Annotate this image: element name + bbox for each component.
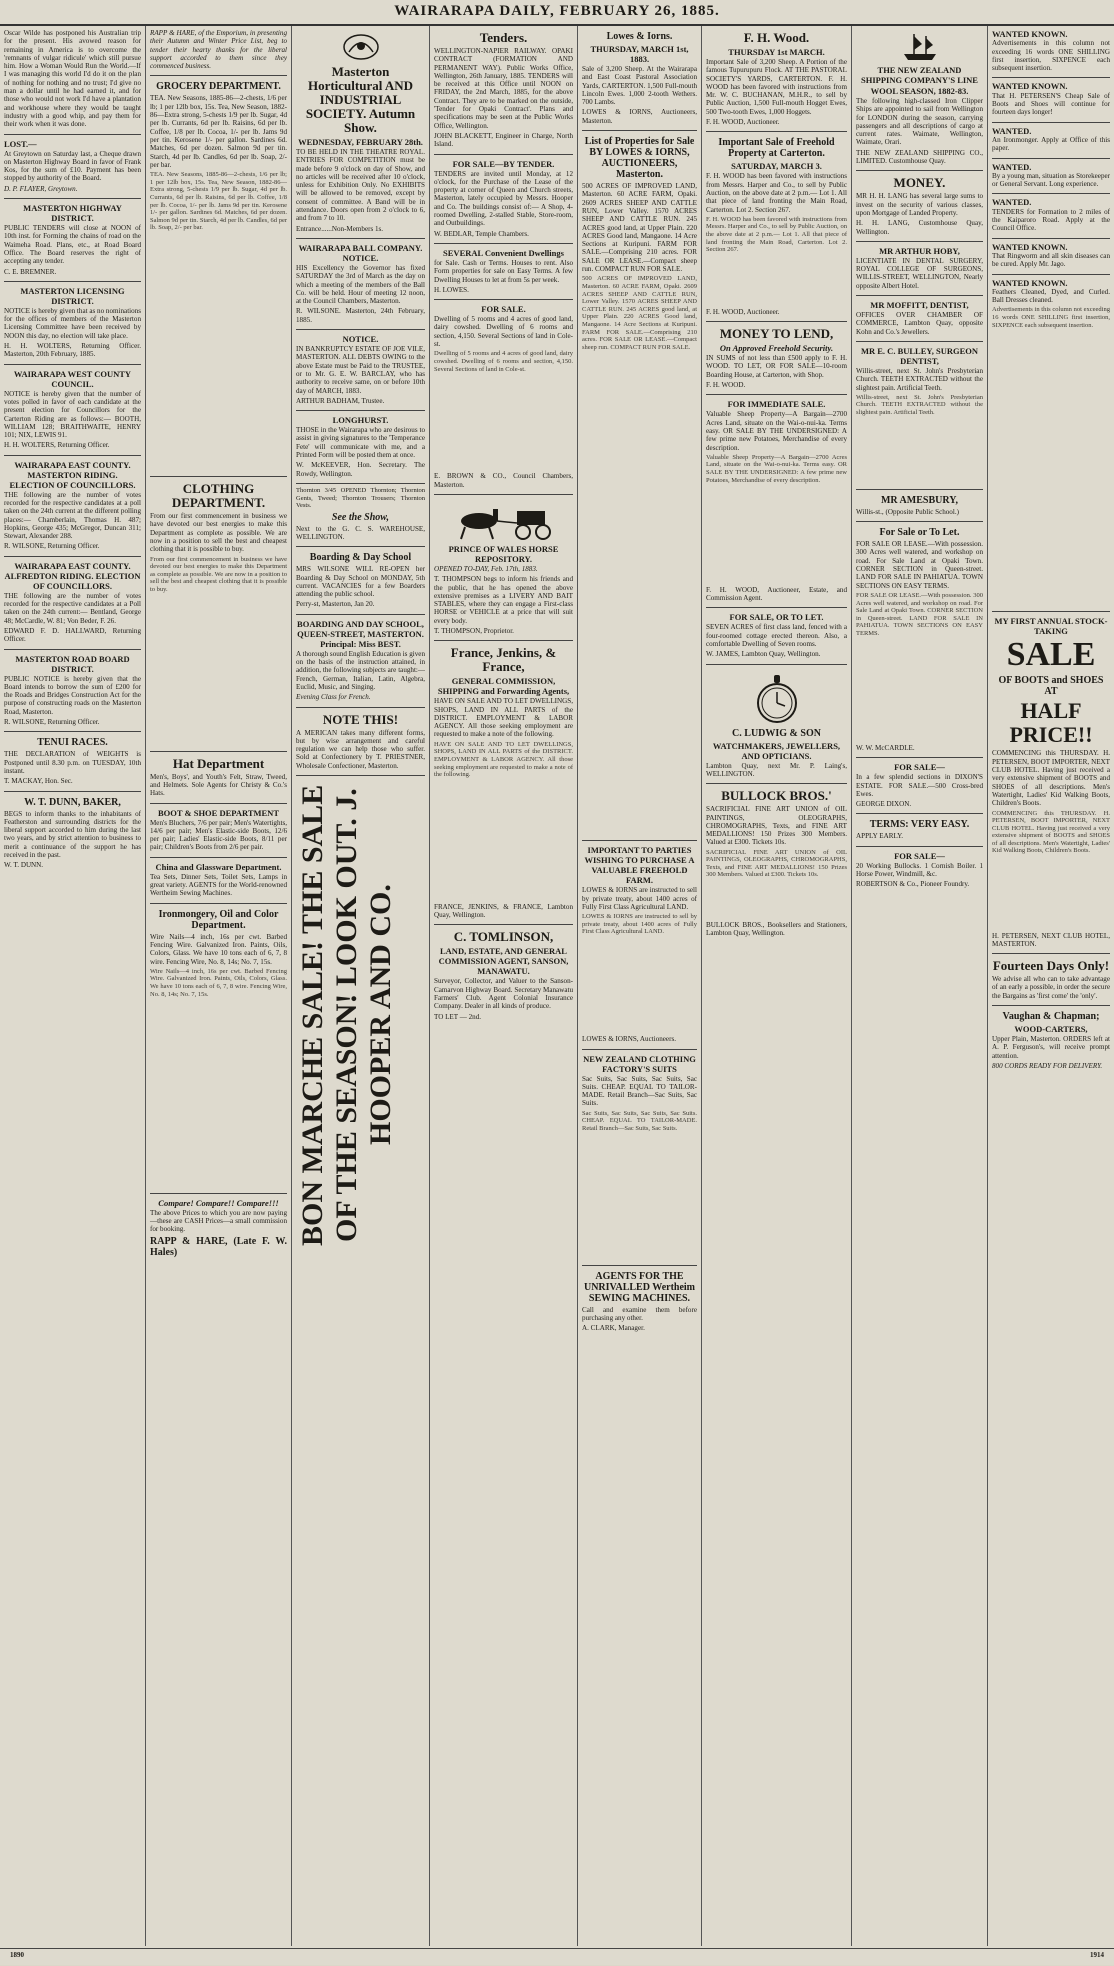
ad-trousers xyxy=(296,484,425,547)
boot-heading: BOOT & SHOE DEPARTMENT xyxy=(157,807,279,818)
terms-text: APPLY EARLY. xyxy=(856,832,904,841)
wertheim-text: Call and examine them before purchasing any other. xyxy=(582,1305,697,1323)
bor-sign: W. JAMES, Lambton Quay, Wellington. xyxy=(706,650,821,659)
ad-wanted-1 xyxy=(992,26,1110,78)
column-3 xyxy=(292,26,430,1946)
bank-text: IN BANKRUPTCY ESTATE OF JOE VILE, MASTERTON. ALL DEBTS OWING to the above Estate must be Paid to the TRUSTEE, or to Mr. G. E. W. BARCLAY, who has authority to receive same, on or before 10th day of MARCH, 1883. xyxy=(296,345,425,395)
wood-date: THURSDAY 1st MARCH. xyxy=(728,47,825,57)
lowes-text: Sale of 3,200 Sheep. At the Wairarapa and East Coast Pastoral Association Yards, CARTERTON. 1,500 Full-mouth Lincoln Ewes. 1,000 2-tooth Wethers. 700 Lambs. xyxy=(582,65,697,107)
bor-text: SEVEN ACRES of first class land, fenced with a four-roomed cottage erected thereon. Also, a comfortable Dwelling of Seven rooms. xyxy=(706,623,847,649)
ad-bon-marche xyxy=(296,776,425,1250)
ad-france-jenkins xyxy=(434,641,573,925)
lost-sign: D. P. FLAYER, Greytown. xyxy=(4,184,78,193)
important-sign: LOWES & IORNS, Auctioneers. xyxy=(582,1035,676,1044)
wertheim-sign: A. CLARK, Manager. xyxy=(582,1324,645,1333)
iron-text: Wire Nails—4 inch, 16s per cwt. Barbed Fencing Wire. Galvanized Iron. Paints, Oils, Colors, Glass. We have 10 tons each of 6, 7, 8 wire. Fencing Wire, No. 8, 14s; No. 7, 15s. xyxy=(150,932,287,966)
wanted1-heading: WANTED KNOWN. xyxy=(992,29,1068,39)
ad-money-to-lend xyxy=(706,322,847,395)
footer-right-number: 1914 xyxy=(1090,1951,1104,1959)
wanted3-text: An Ironmonger. Apply at Office of this paper. xyxy=(992,135,1110,153)
wanted1-text: Advertisements in this column not exceeding 16 words ONE SHILLING first insertion, SIXPENCE each subsequent insertion. xyxy=(992,39,1110,73)
ad-ball-company xyxy=(296,239,425,330)
hoby-text: LICENTIATE IN DENTAL SURGERY, ROYAL COLLEGE OF SURGEONS, WILLIS-STREET, WELLINGTON, Nearly opposite Albert Hotel. xyxy=(856,256,983,290)
footer-left-number: 1890 xyxy=(10,1951,24,1959)
ad-clothing-suits xyxy=(582,1050,697,1266)
forsalelet-sign: W. W. McCARDLE. xyxy=(856,743,915,752)
ad-clothing xyxy=(150,477,287,751)
hotel-sign: W. BEDLAR, Temple Chambers. xyxy=(434,229,529,238)
wec1-heading: WAIRARAPA EAST COUNTY. MASTERTON RIDING. ELECTION OF COUNCILLORS. xyxy=(9,459,136,490)
stoat-heading: FOR SALE— xyxy=(894,850,945,861)
ad-terms xyxy=(856,814,983,846)
ad-important-farm xyxy=(582,841,697,1049)
column-7 xyxy=(852,26,988,1946)
grocery-price-list: TEA. New Seasons, 1885-86—2-chests, 1/6 per lb; 1 per 12lb box, 15s. Tea, New Season, 1882-86—Extra strong, 5-chests 1/9 per lb. Sugar, 4d per lb. Currants, 6d per lb. Raisins, 6d per lb. Coffee, 1/8 per lb. Cocoa, 1/- per lb. Jams 9d per tin. Kerosene 1/- per gallon. Sardines 6d. Matches, 6d per dozen. Salmon 9d per tin. Starch, 4d per lb. Candles, 6d per lb. Soap, 2/- per bar. xyxy=(150,171,287,232)
wanted2-text: That H. PETERSEN'S Cheap Sale of Boots and Shoes will continue for fourteen days longer! xyxy=(992,91,1110,117)
ad-for-sale-brown xyxy=(434,300,573,495)
mhb-sign: C. E. BREMNER. xyxy=(4,267,57,276)
dunn-heading: W. T. DUNN, BAKER, xyxy=(24,796,121,808)
moneyl-sign: H. H. LANG, Customhouse Quay, Wellington. xyxy=(856,219,983,236)
bon-marche-banner: BON MARCHE SALE! THE SALE OF THE SEASON! LOOK OUT. J. HOOPER AND CO. xyxy=(296,784,397,1246)
swamp-sign: GEORGE DIXON. xyxy=(856,800,912,809)
hat-heading: Hat Department xyxy=(172,755,265,771)
ad-wanted-2 xyxy=(992,78,1110,122)
money-text: IN SUMS of not less than £500 apply to F. H. WOOD. TO LET, OR FOR SALE—10-room Boarding House, at Carterton, with Shop. xyxy=(706,354,847,379)
dunn-text: BEGS to inform thanks to the inhabitants of Featherston and surrounding districts for the liberal support accorded to him during the last two years, and by strict attention to business to merit a continuance of the support he has received in the past. xyxy=(4,809,141,859)
ad-bankruptcy xyxy=(296,330,425,411)
ad-tomlinson xyxy=(434,925,573,1025)
wanted5-heading: WANTED. xyxy=(992,197,1032,208)
swamp-text: In a few splendid sections in DIXON'S ESTATE. FOR SALE.—500 Cross-bred Ewes. xyxy=(856,773,983,798)
swamp-heading: FOR SALE— xyxy=(894,762,945,773)
freehold-text: F. H. WOOD has been favored with instructions from Messrs. Harper and Co., to sell by Public Auction, on the above date at 2 p.m.— Lot 1. All that piece of land fronting the Main Road, Carterton. Lot 2. Section 267. xyxy=(706,172,847,214)
wanted3-heading: WANTED. xyxy=(992,125,1032,136)
ad-sale-or-let xyxy=(706,608,847,664)
wanted4-text: By a young man, situation as Storekeeper or General Servant. Long experience. xyxy=(992,171,1111,189)
bullock-body: SACRIFICIAL FINE ART UNION of OIL PAINTINGS, OLEOGRAPHS, CHROMOGRAPHS, Texts, and FINE ART MEDALLIONS! 150 Prizes 300 Members. Valued at £300. Tickets 10s. xyxy=(706,848,847,879)
ad-wanted-5 xyxy=(992,194,1110,238)
grocery-heading: GROCERY DEPARTMENT. xyxy=(156,81,281,93)
wanted4-heading: WANTED. xyxy=(992,161,1032,172)
lowes-date: THURSDAY, MARCH 1st, 1883. xyxy=(590,44,689,64)
long-text: THOSE in the Wairarapa who are desirous to assist in giving signatures to the 'Temperance Fete' will communicate with me, and a Printed Form will be posted them at once. xyxy=(296,426,425,460)
hotel-text: TENDERS are invited until Monday, at 12 o'clock, for the Purchase of the Lease of the property at corner of Queen and Church streets, Masterton, lately occupied by Messrs. Hooper and Co. The buildings consist of:— A Shop, 4-roomed Dwelling, 2-stalled Stable, Store-room, and Outbuildings. xyxy=(434,169,573,228)
immediate-text: Valuable Sheep Property—A Bargain—2700 Acres Land, situate on the Wai-o-nui-ka. Terms easy. OR SALE BY THE UNDERSIGNED: A few prime new Potatoes, Merchandise of every description. xyxy=(706,410,847,452)
tenui-sign: T. MACKAY, Hon. Sec. xyxy=(4,777,73,786)
mrb-heading: MASTERTON ROAD BOARD DISTRICT. xyxy=(15,653,130,674)
suits-body: Sac Suits, Sac Suits, Sac Suits, Sac Suits. CHEAP. EQUAL TO TAILOR-MADE. Retail Branch—Sac Suits, Sac Suits. xyxy=(582,1109,697,1132)
mhb-heading: MASTERTON HIGHWAY DISTRICT. xyxy=(23,203,122,224)
ad-wanted-4 xyxy=(992,159,1110,195)
ad-longhurst xyxy=(296,411,425,484)
france-sign: FRANCE, JENKINS, & FRANCE, Lambton Quay, Wellington. xyxy=(434,902,573,920)
hort-sign: Entrance......Non-Members 1s. xyxy=(296,224,384,233)
best-sign: Evening Class for French. xyxy=(296,693,371,702)
wilson-heading: Boarding & Day School xyxy=(309,552,412,564)
ad-compare xyxy=(150,1194,287,1263)
moffitt-heading: MR MOFFITT, DENTIST, xyxy=(870,300,969,311)
lost-text: At Greytown on Saturday last, a Cheque drawn on Masterton Highway Board in favor of Frank Kos, for the sum of £10. Payment has been stopped by authority of the Board. xyxy=(4,149,141,183)
column-2 xyxy=(146,26,292,1946)
hort-date: WEDNESDAY, FEBRUARY 28th. xyxy=(298,137,423,147)
ad-ludwig xyxy=(706,665,847,785)
ad-properties-list xyxy=(582,131,697,841)
ad-highway-district xyxy=(4,199,141,282)
iron-heading: Ironmongery, Oil and Color Department. xyxy=(158,908,279,931)
boot-text: Men's Bluchers, 7/6 per pair; Men's Watertights, 14/6 per pair; Men's Elastic-side Boots, 12/6 per pair; Ladies' Elastic-side Boots, 8/11 per pair; Children's Boots from 2/6 per pair. xyxy=(150,818,288,852)
mld-sign: H. H. WOLTERS, Returning Officer. Masterton, 20th February, 1885. xyxy=(4,342,141,359)
ad-lowes-sheep xyxy=(582,26,697,131)
ad-lost-cheque xyxy=(4,135,141,199)
ad-tenui-races xyxy=(4,732,141,791)
masthead-title: WAIRARAPA DAILY, FEBRUARY 26, 1885. xyxy=(394,3,720,19)
vaughan-text: Upper Plain, Masterton. ORDERS left at A. P. Ferguson's, will receive prompt attention. xyxy=(992,1034,1110,1060)
clothing-text: From our first commencement in business we have devoted our best energies to make this Department as complete as possible. We are now in a position to sell the best and cheapest clothing that it is possible to buy. xyxy=(150,512,287,554)
nzsc-sub: WOOL SEASON, 1882-83. xyxy=(870,86,969,96)
bank-sign: ARTHUR BADHAM, Trustee. xyxy=(296,396,385,405)
bullock-sign: BULLOCK BROS., Booksellers and Stationers, Lambton Quay, Wellington. xyxy=(706,920,847,937)
ad-bulley-dentist xyxy=(856,342,983,490)
ad-petersen-sale xyxy=(992,612,1110,954)
ad-hat-dept xyxy=(150,752,287,804)
wec1-sign: R. WILSONE, Returning Officer. xyxy=(4,542,100,551)
wood-text: Important Sale of 3,200 Sheep. A Portion of the famous Tupurupuru Flock. AT THE PASTORAL SOCIETY'S YARDS, CARTERTON. F. H. WOOD has been favored with instructions from Mr. W. C. BUCHANAN, M.H.R., to sell by Public Auction, 1,500 Full-mouth Hogget Ewes, 500 Two-tooth Ewes, 1,000 Hoggets. xyxy=(706,58,847,116)
mld-heading: MASTERTON LICENSING DISTRICT. xyxy=(20,285,125,306)
ad-wanted-7 xyxy=(992,275,1110,613)
forsalelet-heading: For Sale or To Let. xyxy=(879,527,960,539)
nzsc-text: The following high-classed Iron Clipper Ships are appointed to sail from Wellington for LONDON during the season, carrying passengers and all descriptions of cargo at current rates. Waimate, Wellington, Waimate, Orari. xyxy=(856,97,983,147)
sale-half: HALF PRICE!! xyxy=(1009,698,1093,748)
ad-east-county-masterton xyxy=(4,456,141,557)
mhb-text: PUBLIC TENDERS will close at NOON of 10th inst. for Forming the chains of road on the Waimeha Road. Plans, etc., at Road Board Office. The Board reserves the right of accepting any tender. xyxy=(4,224,141,266)
ad-horticultural xyxy=(296,26,425,239)
clothing-heading: CLOTHING DEPARTMENT. xyxy=(171,481,266,511)
article-intro xyxy=(4,26,141,135)
tenui-text: THE DECLARATION of WEIGHTS is Postponed until 8.30 p.m. on TUESDAY, 10th instant. xyxy=(4,750,141,775)
dunn-sign: W. T. DUNN. xyxy=(4,861,44,870)
ad-licensing-district xyxy=(4,282,141,365)
freehold-sign: F. H. WOOD, Auctioneer. xyxy=(706,307,780,316)
amesbury-heading: MR AMESBURY, xyxy=(880,494,959,506)
wales-heading: PRINCE OF WALES HORSE REPOSITORY. xyxy=(448,543,559,564)
mrb-sign: R. WILSONE, Returning Officer. xyxy=(4,718,100,727)
ad-fourteen-days xyxy=(992,954,1110,1006)
trousers-heading: See the Show, xyxy=(331,511,390,523)
france-list: HAVE ON SALE AND TO LET DWELLINGS, SHOPS, LAND IN ALL PARTS of the DISTRICT. EMPLOYMENT & LABOR AGENCY. All those seeking employment are requested to make a note of the following. xyxy=(434,740,573,779)
wanted6-heading: WANTED KNOWN. xyxy=(992,241,1068,252)
ad-wanted-3 xyxy=(992,123,1110,159)
stoat-text: 20 Working Bullocks. 1 Cornish Boiler. 1 Horse Power, Windmill, &c. xyxy=(856,861,983,878)
best-text: A thorough sound English Education is given on the basis of the instruction attained, in addition, the following subjects are taught:—French, German, Italian, Latin, Algebra, Euclid, Music, and Singing. xyxy=(296,649,425,691)
nzsc-heading: THE NEW ZEALAND SHIPPING COMPANY'S LINE xyxy=(861,65,978,85)
immediate-body: Valuable Sheep Property—A Bargain—2700 Acres Land, situate on the Wai-o-nui-ka. Terms easy. OR SALE BY THE UNDERSIGNED: A few prime new Potatoes, Merchandise of every description. xyxy=(706,453,847,484)
ad-immediate-sale xyxy=(706,395,847,608)
masthead xyxy=(0,0,1114,26)
bulley-heading: MR E. C. BULLEY, SURGEON DENTIST, xyxy=(860,345,979,366)
china-heading: China and Glassware Department. xyxy=(155,861,282,872)
sale-text: COMMENCING this THURSDAY. H. PETERSEN, BOOT IMPORTER, NEXT CLUB HOTEL. Having just received a very extensive shipment of BOOTS and SHOES of all descriptions. Men's Watertight, Ladies' Kid Walking Boots, Children's Boots. xyxy=(992,749,1110,808)
note-heading: NOTE THIS! xyxy=(322,711,399,727)
forsalelet-text: FOR SALE OR LEASE.—With possession. 300 Acres well watered, and workshop on road. For Sale Land at Opaki Town. CORNER SECTION in Queen-street. LAND FOR SALE IN PAHIATUA. TOWN SECTIONS ON EASY TERMS. xyxy=(856,540,983,590)
ad-hoby-dentist xyxy=(856,242,983,296)
wood-sign: F. H. WOOD, Auctioneer. xyxy=(706,118,780,127)
list-heading: List of Properties for Sale BY LOWES & IORNS, AUCTIONEERS, Masterton. xyxy=(584,136,695,181)
several-text: for Sale. Cash or Terms. Houses to rent. Also Form properties for sale on Easy Terms. A few Dwelling Houses to let at from 5s per week. xyxy=(434,258,573,284)
compare-heading: Compare! Compare!! Compare!!! xyxy=(158,1197,279,1208)
tenders-sign: JOHN BLACKETT, Engineer in Charge, North Island. xyxy=(434,131,573,149)
wanted7-heading: WANTED KNOWN. xyxy=(992,277,1068,288)
bullock-heading: BULLOCK BROS.' xyxy=(721,788,832,804)
ad-note-this xyxy=(296,708,425,776)
important-body: LOWES & IORNS are instructed to sell by private treaty, about 1400 acres of Fully First Class Agricultural LAND. xyxy=(582,913,697,936)
ad-moffitt-dentist xyxy=(856,296,983,342)
clothing-list: From our first commencement in business we have devoted our best energies to make this Department as complete as possible. We are now in a position to sell the best and cheapest clothing that it is possible to buy. xyxy=(150,555,287,594)
best-heading: BOARDING AND DAY SCHOOL, QUEEN-STREET, MASTERTON. Principal: Miss BEST. xyxy=(297,618,424,649)
immediate-heading: FOR IMMEDIATE SALE. xyxy=(727,399,826,410)
wanted7-text: Feathers Cleaned, Dyed, and Curled. Ball Dresses cleaned. xyxy=(992,287,1110,305)
several-heading: SEVERAL Convenient Dwellings xyxy=(443,247,564,258)
wales-text: T. THOMPSON begs to inform his friends and the public, that he has opened the above extensive premises as a LIVERY AND BAIT STABLES, where they can engage a First-class HORSE or VEHICLE at a price that will suit every body. xyxy=(434,575,573,625)
immediate-sign: F. H. WOOD, Auctioneer, Estate, and Commission Agent. xyxy=(706,585,847,603)
ad-freehold-carterton xyxy=(706,132,847,322)
ludwig-text: Lambton Quay, next Mr. P. Laing's, WELLINGTON. xyxy=(706,761,847,778)
tomlinson-text: Surveyor, Collector, and Valuer to the Sanson-Camarvon Highway Board. Secretary Manawatu Farmers' Club. Agent Colonial Insurance Company. Dealer in all kinds of produce. xyxy=(434,977,573,1011)
crest-icon xyxy=(341,32,381,62)
forsalelet-body: FOR SALE OR LEASE.—With possession. 300 Acres well watered, and workshop on road. For Sale Land at Opaki Town. CORNER SECTION in Queen-street. LAND FOR SALE IN PAHIATUA. TOWN SECTIONS ON EASY TERMS. xyxy=(856,591,983,637)
sale-sign: H. PETERSEN, NEXT CLUB HOTEL, MASTERTON. xyxy=(992,931,1110,948)
france-heading: France, Jenkins, & France, xyxy=(450,645,557,675)
ad-money-lang xyxy=(856,171,983,241)
ad-boot-dept xyxy=(150,804,287,858)
vaughan-sub: WOOD-CARTERS, xyxy=(1014,1023,1088,1034)
money-heading: MONEY TO LEND, xyxy=(719,326,834,342)
wanted6-text: That Ringworm and all skin diseases can be cured. Apply Mr. Jago. xyxy=(992,251,1110,269)
forsale-text: Dwelling of 5 rooms and 4 acres of good land, dairy cowshed. Dwelling of 6 rooms and section, 4,150. Several Sections of land in Cole-st. xyxy=(434,315,573,349)
ship-icon xyxy=(902,32,938,62)
ad-west-county xyxy=(4,365,141,456)
sale-big: SALE xyxy=(1006,636,1096,674)
wanted-more: Advertisements in this column not exceeding 16 words ONE SHILLING first insertion, SIXPENCE each subsequent insertion. xyxy=(992,306,1110,329)
column-6 xyxy=(702,26,852,1946)
column-5 xyxy=(578,26,702,1946)
fourteen-heading: Fourteen Days Only! xyxy=(992,958,1110,974)
tomlinson-heading: C. TOMLINSON, xyxy=(453,929,554,945)
ad-east-county-alfredton xyxy=(4,557,141,650)
note-text: A MERICAN takes many different forms, but by wise arrangement and careful regulation we can help those who suffer. Sold at Confectionery by T. PRIESTNER, Wholesale Confectioner, Masterton. xyxy=(296,728,425,770)
bullock-text: SACRIFICIAL FINE ART UNION of OIL PAINTINGS, OLEOGRAPHS, CHROMOGRAPHS, Texts, and FINE ART MEDALLIONS! 150 Prizes 300 Members. Valued at £300. Tickets 10s. xyxy=(706,805,847,847)
china-text: Tea Sets, Dinner Sets, Toilet Sets, Lamps in great variety. AGENTS for the World-renowned Wertheim Sewing Machines. xyxy=(150,872,287,898)
wilson-text: MRS WILSONE WILL RE-OPEN her Boarding & Day School on MONDAY, 5th current. VACANCIES for a few Boarders attending the public school. xyxy=(296,565,425,599)
tenders-text: WELLINGTON-NAPIER RAILWAY. OPAKI CONTRACT (FORMATION AND PERMANENT WAY). Public Works Office, Wellington, 26th January, 1885. TENDERS will be received at this Office until NOON on FRIDAY, the 2nd March, 1885, for the above Contract. They are to be marked on the outside, 'Tender for Opaki Contract'. Plans and specifications may be seen at the Public Works Office, Wellington. xyxy=(434,47,573,130)
sale-sub: OF BOOTS and SHOES AT xyxy=(998,675,1104,698)
lowes-heading: Lowes & Iorns. xyxy=(606,31,673,42)
wbc-sign: R. WILSONE. Masterton, 24th February, 1885. xyxy=(296,307,425,324)
wilson-sign: Perry-st, Masterton, Jan 20. xyxy=(296,600,375,609)
forsale-list: Dwelling of 5 rooms and 4 acres of good land, dairy cowshed. Dwelling of 6 rooms and section, 4,150. Several Sections of land in Cole-st. xyxy=(434,350,573,373)
mld-text: NOTICE is hereby given that as no nominations for the offices of members of the Masterton Licensing Committee have been received by NOON this day, no election will take place. xyxy=(4,306,141,340)
wbc-text: HIS Excellency the Governor has fixed SATURDAY the 3rd of March as the day on which a meeting of the members of the Ball Co. will be held. Hour of meeting 12 noon, at the Council Chambers, Masterton. xyxy=(296,263,425,306)
ludwig-heading: C. LUDWIG & SON xyxy=(732,727,821,739)
stoat-sign: ROBERTSON & Co., Pioneer Foundry. xyxy=(856,880,970,889)
ad-rapp-hare-intro xyxy=(150,26,287,76)
ad-horse-repository xyxy=(434,495,573,641)
important-text: LOWES & IORNS are instructed to sell by private treaty, about 1400 acres of Fully First Class Agricultural LAND. xyxy=(582,886,697,911)
ludwig-sub: WATCHMAKERS, JEWELLERS, AND OPTICIANS. xyxy=(712,740,841,761)
ad-tenders xyxy=(434,26,573,155)
wood-heading: F. H. Wood. xyxy=(743,30,810,45)
column-8 xyxy=(988,26,1114,1946)
moneyl-heading: MONEY. xyxy=(893,175,946,191)
several-sign: H. LOWES. xyxy=(434,285,469,294)
tomlinson-sign: TO LET — 2nd. xyxy=(434,1012,482,1021)
wanted5-text: TENDERS for Formation to 2 miles of the Kaiparoro Road. Apply at the Council Office. xyxy=(992,207,1110,233)
wec2-text: THE following are the number of votes recorded for the respective candidates at a Poll taken on the 24th current:— Bentland, George 48; McCardle, W. 81; Von Beder, F. 26. xyxy=(4,591,141,625)
list-text: 500 ACRES OF IMPROVED LAND, Masterton. 60 ACRE FARM, Opaki. 2609 ACRES SHEEP AND CATTLE RUN, Lower Valley. 1570 ACRES SHEEP AND CATTLE RUN. 245 ACRES good land, at Upper Plain. 220 ACRES Good land, Mangaone. 14 Acre Sections at Kuripuni. FARM FOR SALE.—Comprising 210 acres. FOR SALE OR LEASE.—Compact sheep run. COMPACT RUN FOR SALE. xyxy=(582,182,697,274)
suits-heading: NEW ZEALAND CLOTHING FACTORY'S SUITS xyxy=(583,1053,696,1074)
wertheim-heading: AGENTS FOR THE UNRIVALLED Wertheim SEWING MACHINES. xyxy=(583,1270,696,1304)
bank-heading: NOTICE. xyxy=(342,334,379,345)
ad-grocery xyxy=(150,76,287,477)
ad-best-school xyxy=(296,615,425,708)
horse-carriage-icon xyxy=(449,501,559,541)
france-text: HAVE ON SALE AND TO LET DWELLINGS, SHOPS, LAND IN ALL PARTS of the DISTRICT. EMPLOYMENT & LABOR AGENCY. All those seeking employment are requested to make a note of the following. xyxy=(434,697,573,739)
ad-wanted-6 xyxy=(992,239,1110,275)
wec1-text: THE following are the number of votes recorded for the respective candidates at a poll taken on the 24th current at the different polling places:— Chamberlain, Thomas H. 487; Hopkins, George 435; McGregor, Duncan 311; Stewart, Alexander 288. xyxy=(4,490,141,541)
suits-text: Sac Suits, Sac Suits, Sac Suits, Sac Suits. CHEAP. EQUAL TO TAILOR-MADE. Retail Branch—Sac Suits, Sac Suits. xyxy=(582,1074,697,1108)
ad-vaughan-chapman xyxy=(992,1006,1110,1075)
wcc-text: NOTICE is hereby given that the number of votes polled in favor of each candidate at the present election for Councillors for the Carterton Riding are as follows:— BOOTH, WILLIAM 128; BRAITHWAITE, HENRY 101; NIX, LEWIS 91. xyxy=(4,389,141,440)
tenders-heading: Tenders. xyxy=(479,30,528,45)
sale-heading: MY FIRST ANNUAL STOCK-TAKING xyxy=(994,616,1108,637)
column-1 xyxy=(0,26,146,1946)
ad-china-dept xyxy=(150,858,287,904)
important-heading: IMPORTANT TO PARTIES WISHING TO PURCHASE A VALUABLE FREEHOLD FARM. xyxy=(584,845,695,886)
hort-heading: Masterton Horticultural AND INDUSTRIAL SOCIETY. Autumn Show. xyxy=(305,64,416,135)
freehold-body: F. H. WOOD has been favored with instructions from Messrs. Harper and Co., to sell by Public Auction, on the above date at 2 p.m.— Lot 1. All that piece of land fronting the Main Road, Carterton. Lot 2. Section 267. xyxy=(706,215,847,254)
freehold-heading: Important Sale of Freehold Property at Carterton. xyxy=(718,137,835,160)
vaughan-heading: Vaughan & Chapman; xyxy=(1002,1010,1100,1022)
ad-lease-tender xyxy=(434,155,573,244)
fourteen-text: We advise all who can to take advantage of an early a possible, in order the secure the Bargains as 'first come' the 'only'. xyxy=(992,975,1110,1000)
bor-heading: FOR SALE, OR TO LET. xyxy=(729,612,824,623)
wcc-sign: H. H. WOLTERS, Returning Officer. xyxy=(4,441,110,450)
hoby-heading: MR ARTHUR HOBY, xyxy=(879,245,960,256)
vaughan-sign: 800 CORDS READY FOR DELIVERY. xyxy=(992,1061,1103,1070)
wec2-sign: EDWARD F. D. HALLWARD, Returning Officer. xyxy=(4,626,141,644)
money-sign: F. H. WOOD. xyxy=(706,381,746,390)
wales-date: OPENED TO-DAY, Feb. 17th, 1883. xyxy=(434,564,538,573)
ad-wilson-school xyxy=(296,547,425,614)
page-footer xyxy=(0,1948,1114,1966)
ad-wertheim xyxy=(582,1266,697,1338)
tomlinson-sub: LAND, ESTATE, AND GENERAL COMMISSION AGENT, SANSON, MANAWATU. xyxy=(438,946,569,977)
money-sub: On Approved Freehold Security. xyxy=(719,343,834,354)
ad-sale-or-let-mccardle xyxy=(856,522,983,758)
ad-bullocks-sale xyxy=(856,847,983,894)
list-body: 500 ACRES OF IMPROVED LAND, Masterton. 60 ACRE FARM, Opaki. 2609 ACRES SHEEP AND CATTLE RUN, Lower Valley. 1570 ACRES SHEEP AND CATTLE RUN. 245 ACRES good land, at Upper Plain. 220 ACRES Good land, Mangaone. 14 Acre Sections at Kuripuni. FARM FOR SALE.—Comprising 210 acres. FOR SALE OR LEASE.—Compact sheep run. COMPACT RUN FOR SALE. xyxy=(582,275,697,351)
ad-ironmongery xyxy=(150,904,287,1194)
lowes-sign: LOWES & IORNS, Auctioneers, Masterton. xyxy=(582,108,697,125)
trousers-sub: Next to the G. C. S. WAREHOUSE, WELLINGTON. xyxy=(296,524,425,541)
wec2-heading: WAIRARAPA EAST COUNTY. ALFREDTON RIDING. ELECTION OF COUNCILLORS. xyxy=(4,560,141,591)
ad-nz-shipping xyxy=(856,26,983,171)
grocery-text: TEA. New Seasons, 1885-86—2-chests, 1/6 per lb; 1 per 12lb box, 15s. Tea, New Season, 1882-86—Extra strong, 5-chests 1/9 per lb. Sugar, 4d per lb. Currants, 6d per lb. Raisins, 6d per lb. Coffee, 1/8 per lb. Cocoa, 1/- per lb. Jams 9d per tin. Kerosene 1/- per gallon. Sardines 6d. Matches, 6d per dozen. Salmon 9d per tin. Starch, 4d per lb. Candles, 6d per lb. Soap, 2/- per bar. xyxy=(150,94,287,169)
moffitt-text: OFFICES OVER CHAMBER OF COMMERCE, Lambton Quay, opposite Kohn and Co.'s Jewellers. xyxy=(856,311,983,336)
ad-bullock-bros xyxy=(706,784,847,942)
tenui-heading: TENUI RACES. xyxy=(37,737,108,749)
hort-text: TO BE HELD IN THE THEATRE ROYAL. ENTRIES FOR COMPETITION must be made before 9 o'clock on day of Show, and no articles will be received after 10 o'clock, unless for Exhibition Only. No EXHIBITS will be allowed to be removed, except by consent of committee. A Band will be in attendance. Doors open from 2 o'clock to 6, and from 7 to 10. xyxy=(296,148,425,223)
mrb-text: PUBLIC NOTICE is hereby given that the Board intends to borrow the sum of £200 for the Roads and Bridges Construction Act for the purpose of constructing roads on the Masterton Road, Masterton. xyxy=(4,674,141,716)
rapp-text: RAPP & HARE, of the Emporium, in presenting their Autumn and Winter Price List, beg to tender their hearty thanks for the liberal support accorded to them since they commenced business. xyxy=(150,29,287,71)
compare-text: The above Prices to which you are now paying—these are CASH Prices—a small commission for booking. xyxy=(150,1208,287,1234)
compare-sign: RAPP & HARE, (Late F. W. Hales) xyxy=(150,1235,287,1258)
long-sign: W. McKEEVER, Hon. Secretary. The Rowdy, Wellington. xyxy=(296,461,425,478)
intro-text: Oscar Wilde has postponed his Australian trip for the present. His avowed reason for remaining in America is to overcome the 'remnants of vulgar ridicule' which still pursue him. How a Woman Would Run the World.—If I was managing this world I'd do it on the plan of nothing for nothing and no trust; I'd give no man a dollar until he had earned it, and for those who would not work I'd have a plantation and workhouse where they would be taught industry with a good whip, and pay them for their work when it was done. xyxy=(4,29,141,129)
forsale-heading: FOR SALE. xyxy=(481,304,526,315)
long-heading: LONGHURST. xyxy=(332,415,389,426)
wales-sign: T. THOMPSON, Proprietor. xyxy=(434,626,514,635)
pocket-watch-icon xyxy=(755,671,799,725)
ad-road-board xyxy=(4,650,141,733)
moneyl-text: MR H. H. LANG has several large sums to invest on the security of various classes, upon Mortgage of Landed Property. xyxy=(856,192,983,217)
france-sub: GENERAL COMMISSION, SHIPPING and Forwarding Agents, xyxy=(437,676,570,697)
ad-several-dwellings xyxy=(434,244,573,300)
iron-list: Wire Nails—4 inch, 16s per cwt. Barbed Fencing Wire. Galvanized Iron. Paints, Oils, Colors, Glass. We have 10 tons each of 6, 7, 8 wire. Fencing Wire, No. 8, 14s; No. 7, 15s. xyxy=(150,967,287,998)
column-4 xyxy=(430,26,578,1946)
freehold-date: SATURDAY, MARCH 3. xyxy=(731,161,822,172)
trousers-text: Thornton 3/45 OPENED Thornton; Thornton Gents, Tweed; Thornton Trousers; Thornton Vests. xyxy=(296,486,425,510)
bulley-body: Willis-street, next St. John's Presbyterian Church. TEETH EXTRACTED without the slightest pain. Artificial Teeth. xyxy=(856,393,983,417)
terms-heading: TERMS: VERY EASY. xyxy=(869,819,970,831)
sale-body: COMMENCING this THURSDAY. H. PETERSEN, BOOT IMPORTER, NEXT CLUB HOTEL. Having just received a very extensive shipment of BOOTS and SHOES of all descriptions. Men's Watertight, Ladies' Kid Walking Boots, Children's Boots. xyxy=(992,809,1110,855)
forsale-sign: E. BROWN & CO., Council Chambers, Masterton. xyxy=(434,472,573,489)
bulley-text: Willis-street, next St. John's Presbyterian Church. TEETH EXTRACTED without the slightest pain. Artificial Teeth. xyxy=(856,366,983,392)
ad-wood-sheep xyxy=(706,26,847,132)
lost-heading: LOST.— xyxy=(4,138,37,149)
wanted2-heading: WANTED KNOWN. xyxy=(992,81,1068,92)
amesbury-text: Willis-st., (Opposite Public School.) xyxy=(856,507,959,516)
hotel-heading: FOR SALE—BY TENDER. xyxy=(452,158,555,169)
nzsc-sign: THE NEW ZEALAND SHIPPING CO., LIMITED. Customhouse Quay. xyxy=(856,148,983,166)
ad-dixon-estate xyxy=(856,758,983,814)
ad-amesbury xyxy=(856,490,983,522)
hat-text: Men's, Boys', and Youth's Felt, Straw, Tweed, and Helmets. Sole Agents for Christy & Co.'s Hats. xyxy=(150,772,287,798)
wbc-heading: WAIRARAPA BALL COMPANY. NOTICE. xyxy=(298,242,423,263)
ad-dunn-baker xyxy=(4,792,141,875)
wcc-heading: WAIRARAPA WEST COUNTY COUNCIL. xyxy=(13,368,132,389)
